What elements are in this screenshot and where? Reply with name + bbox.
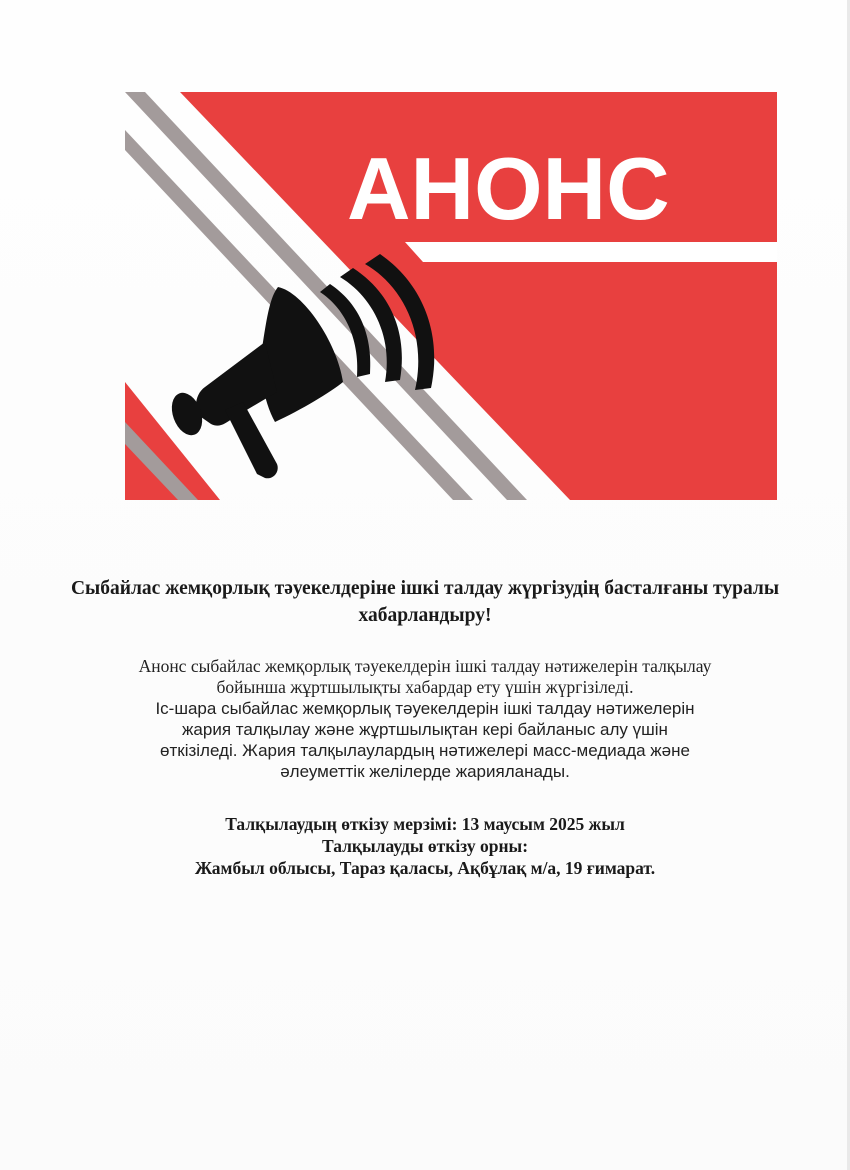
banner-underline xyxy=(405,242,777,262)
announcement-content xyxy=(60,575,790,879)
event-details xyxy=(60,813,790,879)
announcement-banner xyxy=(125,92,777,500)
banner-title: АНОНС xyxy=(347,139,670,238)
megaphone-icon xyxy=(166,254,434,478)
event-date: Талқылаудың өткізу мерзімі: 13 маусым 2025 жыл xyxy=(225,814,625,834)
announcement-heading: Сыбайлас жемқорлық тәуекелдеріне ішкі талдау жүргізудің басталғаны туралы хабарландыру! xyxy=(70,578,780,626)
paragraph-line: Анонс сыбайлас жемқорлық тәуекелдерін ішкі талдау нәтижелерін талқылау xyxy=(138,656,712,676)
banner-graphic xyxy=(125,92,777,500)
paragraph-line: әлеуметтік желілерде жарияланады. xyxy=(280,762,570,781)
paragraph-line: жария талқылау және жұртшылықтан кері байланыс алу үшін xyxy=(182,720,668,739)
venue-label: Талқылауды өткізу орны: xyxy=(321,836,529,856)
announcement-paragraph xyxy=(60,656,790,782)
paragraph-line: Іс-шара сыбайлас жемқорлық тәуекелдерін ішкі талдау нәтижелерін xyxy=(155,699,695,718)
paragraph-line: өткізіледі. Жария талқылаулардың нәтижелері масс-медиада және xyxy=(160,741,690,760)
venue-address: Жамбыл облысы, Тараз қаласы, Ақбұлақ м/а, 19 ғимарат. xyxy=(194,858,656,878)
paragraph-line: бойынша жұртшылықты хабардар ету үшін жүргізіледі. xyxy=(216,677,634,697)
